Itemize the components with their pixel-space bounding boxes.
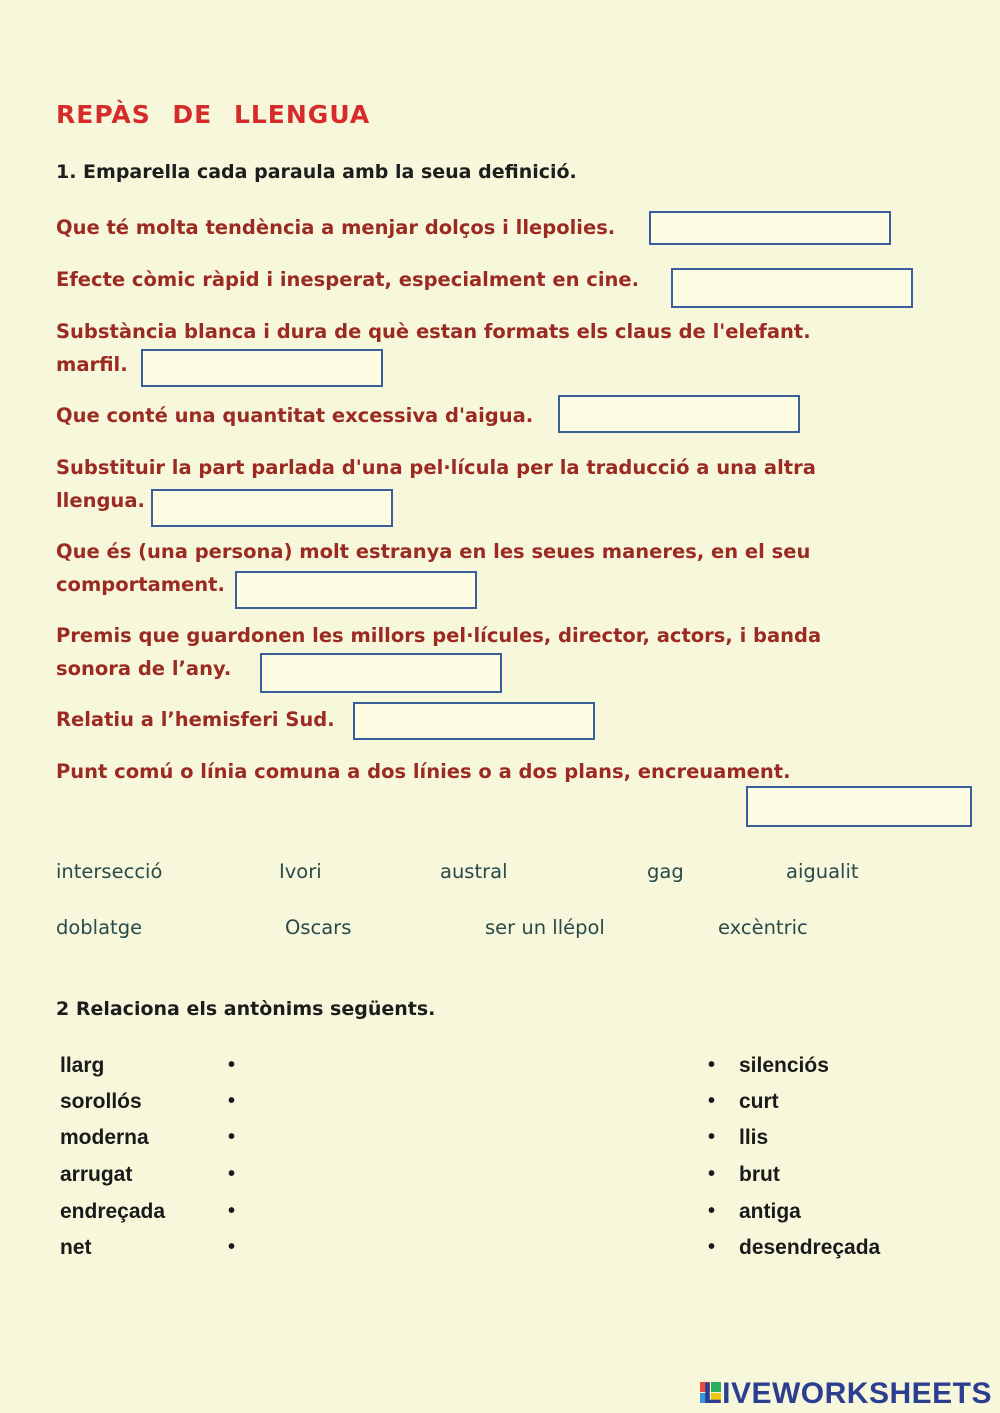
definition-text: Que és (una persona) molt estranya en les seues maneres, en el seu	[56, 540, 811, 563]
match-dot-left[interactable]: •	[228, 1163, 236, 1185]
antonym-right: llis	[739, 1126, 769, 1149]
word-bank-item: Oscars	[285, 916, 352, 939]
antonym-right: brut	[739, 1163, 780, 1186]
antonym-left: moderna	[60, 1126, 149, 1149]
word-bank-item: ser un llépol	[485, 916, 605, 939]
antonym-left: sorollós	[60, 1090, 142, 1113]
answer-input-1[interactable]	[649, 211, 891, 245]
antonym-left: llarg	[60, 1054, 105, 1077]
answer-input-7[interactable]	[260, 653, 502, 693]
word-bank-item: aigualit	[786, 860, 859, 883]
word-bank-item: gag	[647, 860, 684, 883]
brand-logo: LIVEWORKSHEETS	[703, 1377, 992, 1410]
answer-input-9[interactable]	[746, 786, 972, 827]
match-dot-left[interactable]: •	[228, 1090, 236, 1112]
section2-instruction: 2 Relaciona els antònims següents.	[56, 998, 436, 1020]
definition-text: llengua.	[56, 489, 145, 512]
definition-text: Substància blanca i dura de què estan formats els claus de l'elefant.	[56, 320, 811, 343]
match-dot-left[interactable]: •	[228, 1236, 236, 1258]
definition-text: Que té molta tendència a menjar dolços i llepolies.	[56, 216, 616, 239]
definition-text: Punt comú o línia comuna a dos línies o a dos plans, encreuament.	[56, 760, 791, 783]
antonym-left: net	[60, 1236, 92, 1259]
antonym-left: endreçada	[60, 1200, 166, 1223]
answer-input-8[interactable]	[353, 702, 595, 740]
match-dot-left[interactable]: •	[228, 1126, 236, 1148]
answer-input-2[interactable]	[671, 268, 913, 308]
word-bank-item: austral	[440, 860, 508, 883]
definition-text: Que conté una quantitat excessiva d'aigua.	[56, 404, 534, 427]
page-title: REPÀS DE LLENGUA	[56, 100, 371, 129]
answer-input-3[interactable]	[141, 349, 383, 387]
word-bank-item: doblatge	[56, 916, 143, 939]
antonym-right: silenciós	[739, 1054, 829, 1077]
definition-text: Efecte còmic ràpid i inesperat, especialment en cine.	[56, 268, 640, 291]
definition-text: Substituir la part parlada d'una pel·lícula per la traducció a una altra	[56, 456, 816, 479]
definition-text: marfil.	[56, 353, 128, 376]
word-bank-item: Ivori	[279, 860, 322, 883]
definition-text: comportament.	[56, 573, 225, 596]
answer-input-5[interactable]	[151, 489, 393, 527]
match-dot-right[interactable]: •	[708, 1163, 716, 1185]
match-dot-right[interactable]: •	[708, 1236, 716, 1258]
match-dot-right[interactable]: •	[708, 1200, 716, 1222]
word-bank-item: excèntric	[718, 916, 808, 939]
antonym-right: curt	[739, 1090, 779, 1113]
definition-text: sonora de l’any.	[56, 657, 232, 680]
match-dot-left[interactable]: •	[228, 1200, 236, 1222]
antonym-right: antiga	[739, 1200, 801, 1223]
section1-instruction: 1. Emparella cada paraula amb la seua definició.	[56, 161, 577, 183]
match-dot-right[interactable]: •	[708, 1126, 716, 1148]
antonym-right: desendreçada	[739, 1236, 881, 1259]
match-dot-right[interactable]: •	[708, 1090, 716, 1112]
match-dot-right[interactable]: •	[708, 1054, 716, 1076]
match-dot-left[interactable]: •	[228, 1054, 236, 1076]
antonym-left: arrugat	[60, 1163, 133, 1186]
word-bank-item: intersecció	[56, 860, 163, 883]
answer-input-4[interactable]	[558, 395, 800, 433]
definition-text: Premis que guardonen les millors pel·lícules, director, actors, i banda	[56, 624, 822, 647]
answer-input-6[interactable]	[235, 571, 477, 609]
definition-text: Relatiu a l’hemisferi Sud.	[56, 708, 335, 731]
